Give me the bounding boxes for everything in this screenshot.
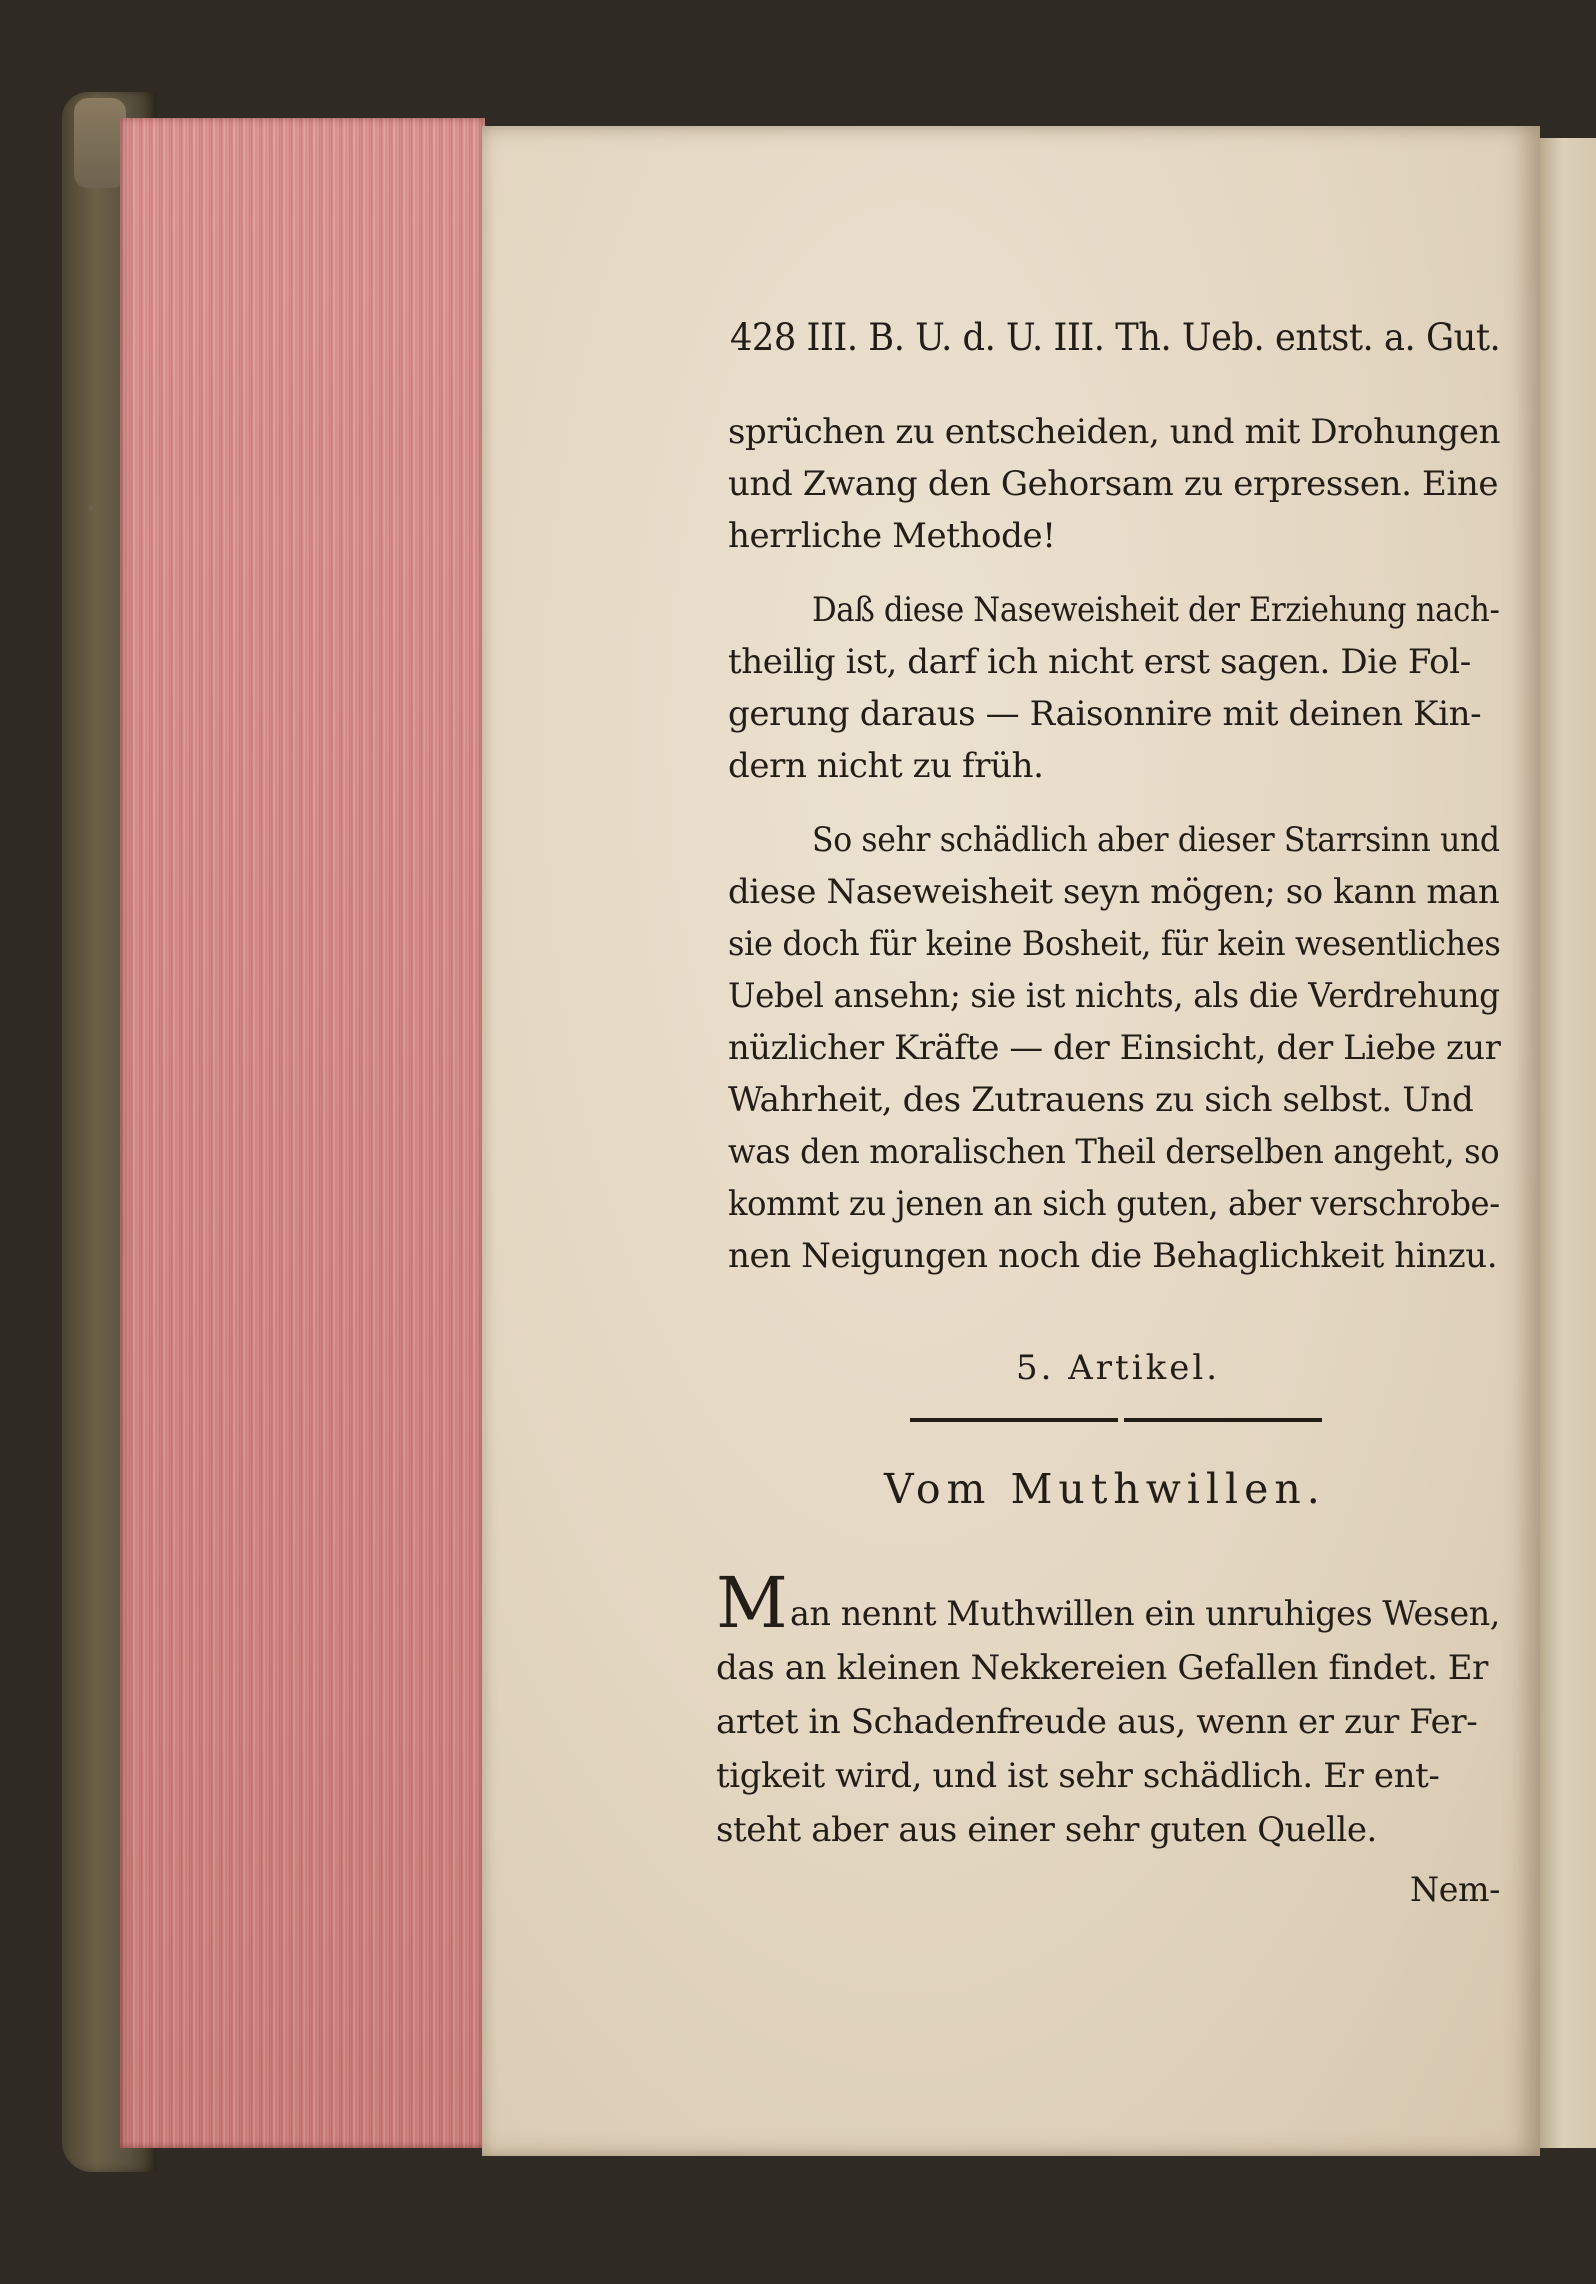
text-line: herrliche Methode! (728, 516, 1056, 556)
divider-right (1124, 1418, 1322, 1422)
text-line: sprüchen zu entscheiden, und mit Drohungen (728, 412, 1501, 452)
cover-corner (74, 98, 126, 188)
text-line: was den moralischen Theil derselben angeht, so (728, 1132, 1500, 1172)
text-line: sie doch für keine Bosheit, für kein wesentliches (728, 924, 1501, 964)
text-line: gerung daraus — Raisonnire mit deinen Kin- (728, 694, 1482, 734)
text-line: Wahrheit, des Zutrauens zu sich selbst. Und (728, 1080, 1474, 1120)
text-line: So sehr schädlich aber dieser Starrsinn und (812, 820, 1500, 860)
text-line: artet in Schadenfreude aus, wenn er zur Fer- (716, 1702, 1478, 1742)
text-line: an nennt Muthwillen ein unruhiges Wesen, (790, 1594, 1500, 1634)
text-line: diese Naseweisheit seyn mögen; so kann man (728, 872, 1500, 912)
text-line: tigkeit wird, und ist sehr schädlich. Er ent- (716, 1756, 1440, 1796)
text-line: theilig ist, darf ich nicht erst sagen. Die Fol- (728, 642, 1471, 682)
text-line: steht aber aus einer sehr guten Quelle. (716, 1810, 1377, 1850)
text-line: und Zwang den Gehorsam zu erpressen. Eine (728, 464, 1499, 504)
running-header: 428 III. B. U. d. U. III. Th. Ueb. entst. a. Gut. (730, 316, 1501, 359)
text-line: kommt zu jenen an sich guten, aber verschrobe- (728, 1184, 1500, 1224)
text-line: nen Neigungen noch die Behaglichkeit hinzu. (728, 1236, 1498, 1276)
text-line: nüzlicher Kräfte — der Einsicht, der Liebe zur (728, 1028, 1501, 1068)
next-page-edge (1540, 138, 1596, 2148)
divider-left (910, 1418, 1118, 1422)
drop-initial: M (716, 1562, 788, 1644)
text-line: Uebel ansehn; sie ist nichts, als die Verdrehung (728, 976, 1500, 1016)
section-title: Vom Muthwillen. (884, 1465, 1326, 1513)
text-line: das an kleinen Nekkereien Gefallen findet. Er (716, 1648, 1489, 1688)
text-line: Daß diese Naseweisheit der Erziehung nach- (812, 590, 1500, 630)
page-edges (120, 118, 485, 2148)
catchword: Nem- (1410, 1870, 1500, 1910)
text-line: dern nicht zu früh. (728, 746, 1044, 786)
article-number: 5. Artikel. (1016, 1348, 1220, 1388)
